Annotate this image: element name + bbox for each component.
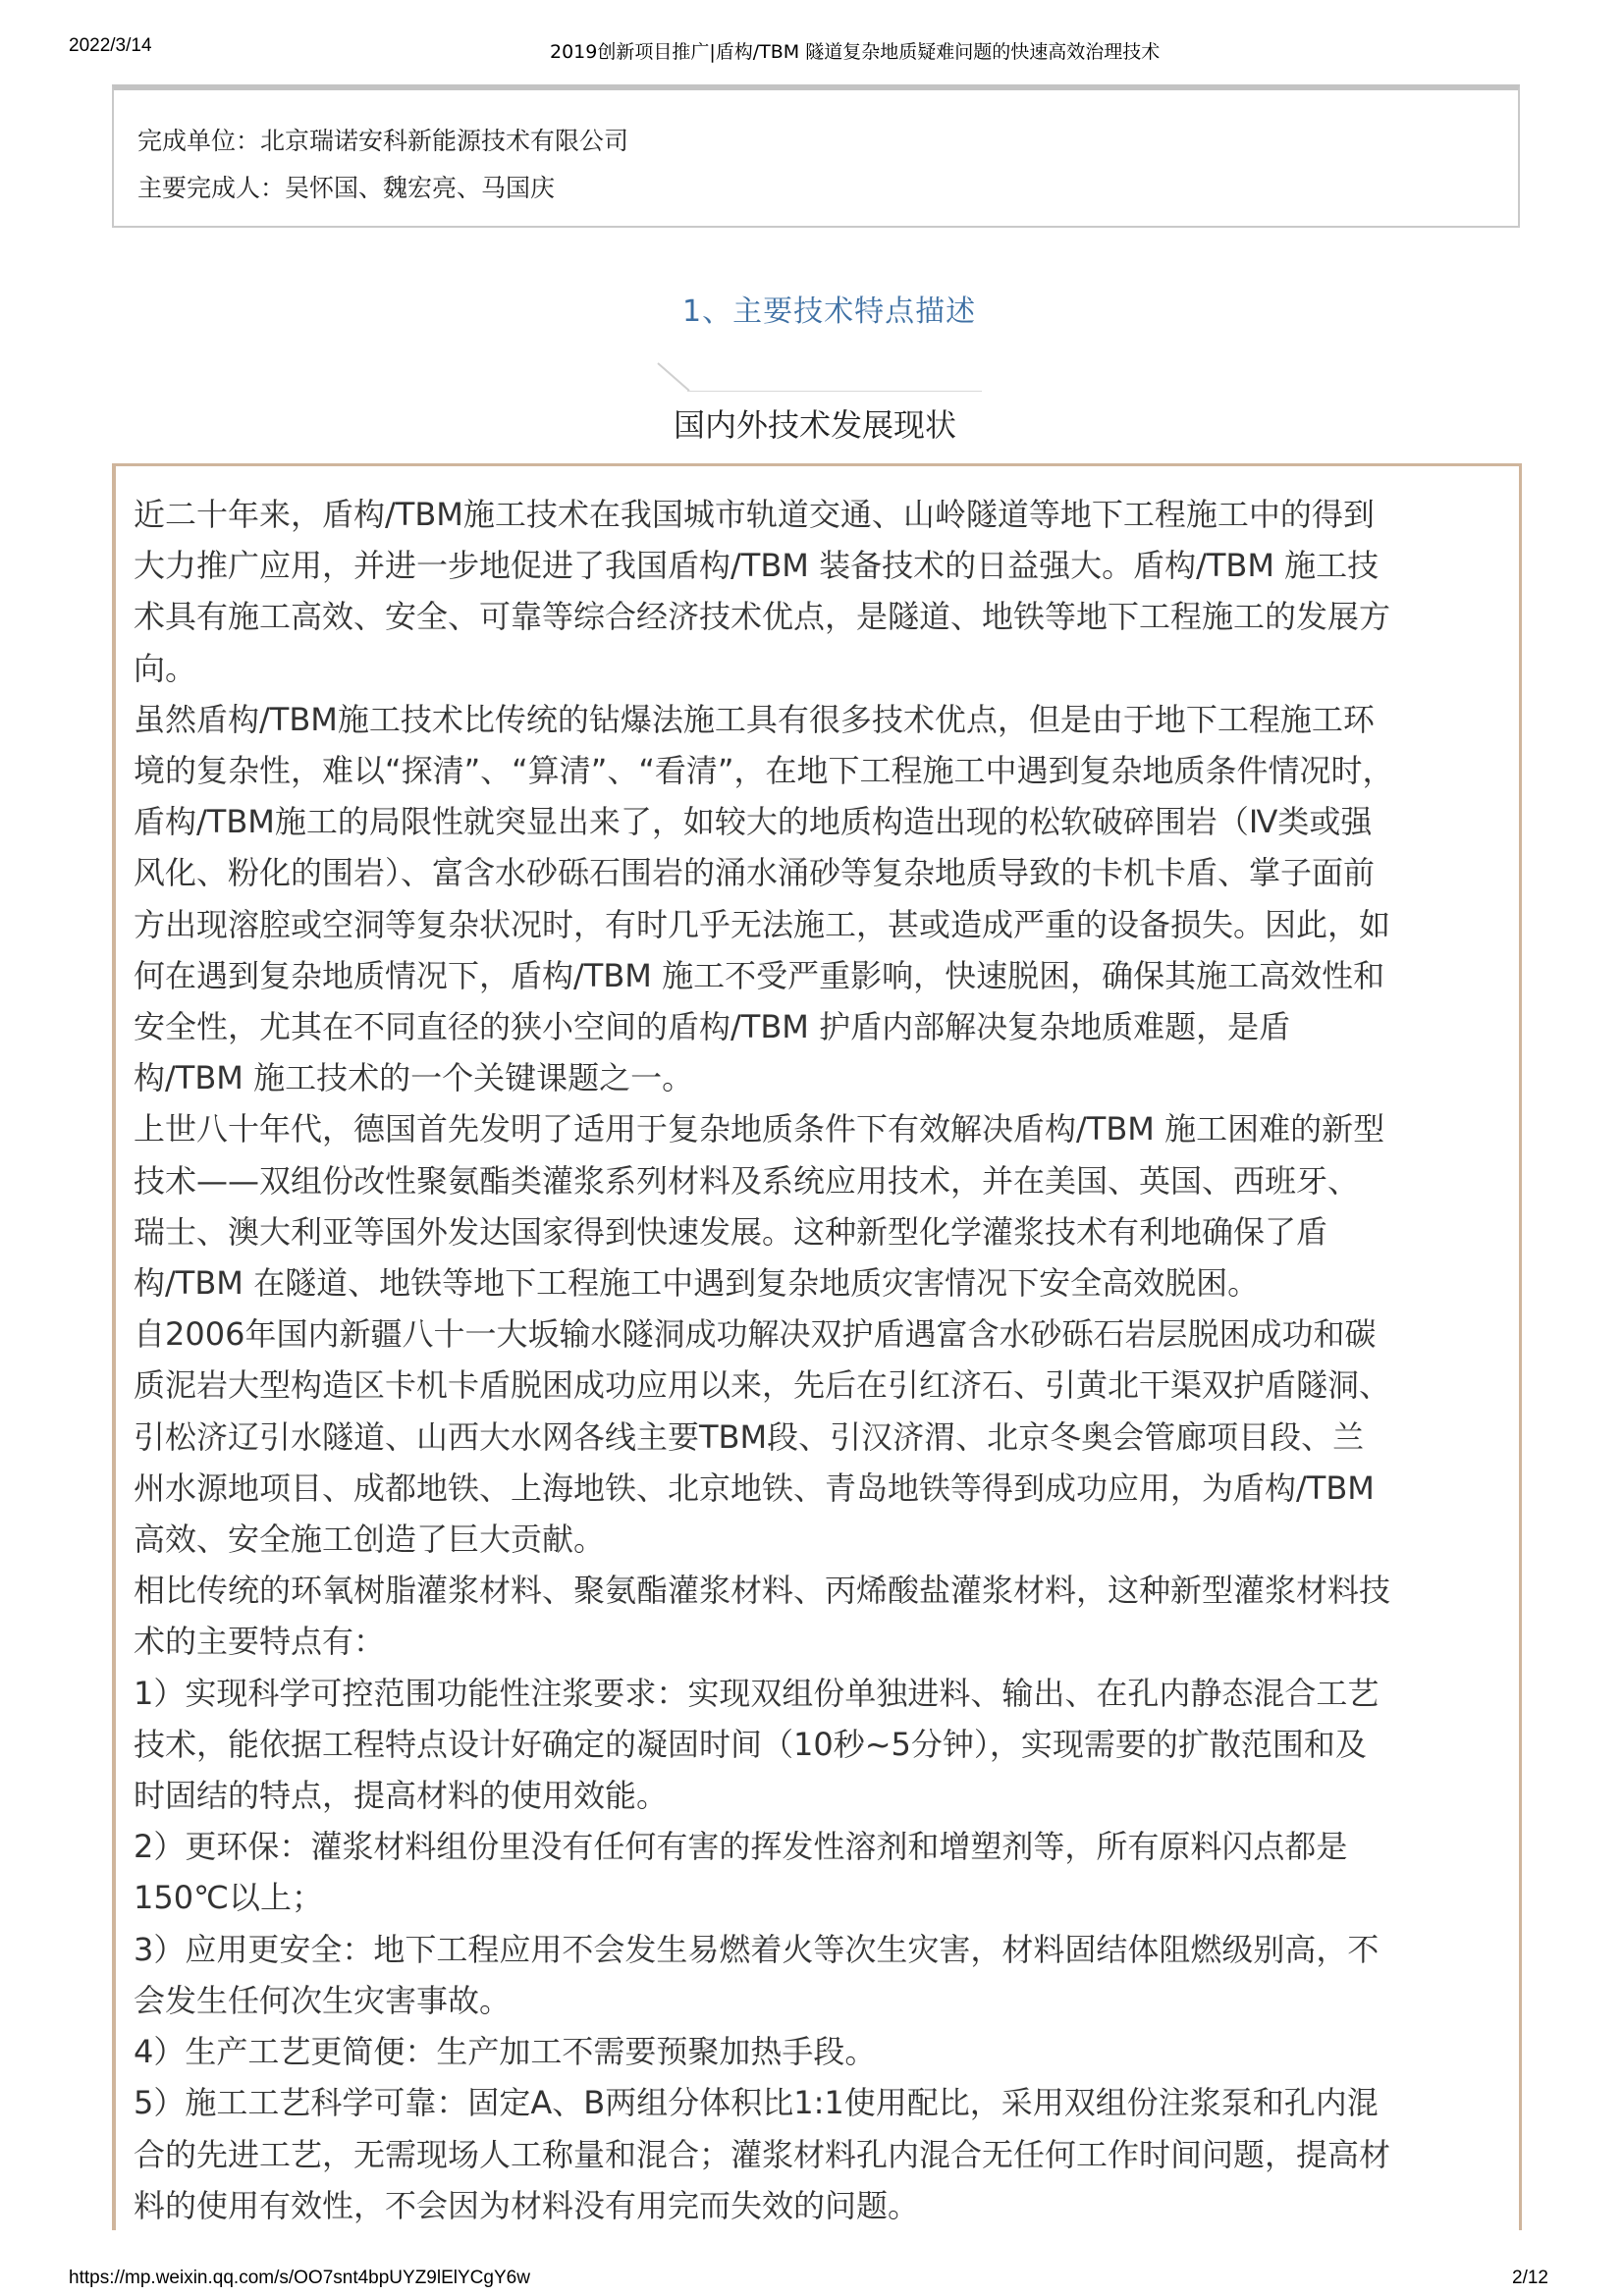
body-line: 150℃以上；	[134, 1879, 324, 1917]
body-line: 质泥岩大型构造区卡机卡盾脱困成功应用以来，先后在引红济石、引黄北干渠双护盾隧洞、	[134, 1366, 1391, 1405]
body-line: 2）更环保：灌浆材料组份里没有任何有害的挥发性溶剂和增塑剂等，所有原料闪点都是	[134, 1828, 1348, 1866]
body-line: 大力推广应用，并进一步地促进了我国盾构/TBM 装备技术的日益强大。盾构/TBM 施工技	[134, 547, 1380, 585]
body-line: 4）生产工艺更简便：生产加工不需要预聚加热手段。	[134, 2033, 877, 2071]
body-line: 合的先进工艺，无需现场人工称量和混合；灌浆材料孔内混合无任何工作时间问题，提高材	[134, 2135, 1391, 2173]
section-subtitle: 国内外技术发展现状	[674, 406, 957, 444]
body-line: 构/TBM 施工技术的一个关键课题之一。	[134, 1059, 694, 1097]
divider	[687, 391, 982, 392]
body-line: 方出现溶腔或空洞等复杂状况时，有时几乎无法施工，甚或造成严重的设备损失。因此，如	[134, 905, 1391, 943]
body-line: 引松济辽引水隧道、山西大水网各线主要TBM段、引汉济渭、北京冬奥会管廊项目段、兰	[134, 1417, 1365, 1456]
body-line: 风化、粉化的围岩）、富含水砂砾石围岩的涌水涌砂等复杂地质导致的卡机卡盾、掌子面前	[134, 854, 1376, 892]
print-date: 2022/3/14	[69, 35, 152, 56]
body-line: 高效、安全施工创造了巨大贡献。	[134, 1521, 606, 1559]
body-line: 境的复杂性，难以“探清”、“算清”、“看清”，在地下工程施工中遇到复杂地质条件情况时，	[134, 752, 1394, 790]
body-line: 自2006年国内新疆八十一大坂输水隧洞成功解决双护盾遇富含水砂砾石岩层脱困成功和碳	[134, 1315, 1377, 1354]
body-line: 术的主要特点有：	[134, 1623, 386, 1661]
body-line: 3）应用更安全：地下工程应用不会发生易燃着火等次生灾害，材料固结体阻燃级别高，不	[134, 1930, 1380, 1968]
body-line: 近二十年来，盾构/TBM施工技术在我国城市轨道交通、山岭隧道等地下工程施工中的得到	[134, 496, 1375, 533]
decorative-stroke	[656, 361, 695, 393]
body-line: 盾构/TBM施工的局限性就突显出来了，如较大的地质构造出现的松软破碎围岩（Ⅳ类或强	[134, 803, 1373, 841]
body-line: 安全性，尤其在不同直径的狭小空间的盾构/TBM 护盾内部解决复杂地质难题，是盾	[134, 1008, 1291, 1046]
body-line: 上世八十年代，德国首先发明了适用于复杂地质条件下有效解决盾构/TBM 施工困难的新型	[134, 1110, 1385, 1148]
body-line: 州水源地项目、成都地铁、上海地铁、北京地铁、青岛地铁等得到成功应用，为盾构/TBM	[134, 1468, 1375, 1507]
body-line: 术具有施工高效、安全、可靠等综合经济技术优点，是隧道、地铁等地下工程施工的发展方	[134, 598, 1391, 636]
body-line: 向。	[134, 649, 197, 687]
body-line: 相比传统的环氧树脂灌浆材料、聚氨酯灌浆材料、丙烯酸盐灌浆材料，这种新型灌浆材料技	[134, 1572, 1391, 1610]
body-line: 料的使用有效性，不会因为材料没有用完而失效的问题。	[134, 2186, 920, 2224]
body-line: 构/TBM 在隧道、地铁等地下工程施工中遇到复杂地质灾害情况下安全高效脱困。	[134, 1264, 1260, 1303]
body-text	[134, 489, 1508, 2231]
body-line: 技术——双组份改性聚氨酯类灌浆系列材料及系统应用技术，并在美国、英国、西班牙、	[134, 1161, 1360, 1200]
body-line: 5）施工工艺科学可靠：固定A、B两组分体积比1:1使用配比，采用双组份注浆泵和孔内混	[134, 2084, 1379, 2122]
body-line: 会发生任何次生灾害事故。	[134, 1981, 512, 2019]
body-line: 瑞士、澳大利亚等国外发达国家得到快速发展。这种新型化学灌浆技术有利地确保了盾	[134, 1212, 1328, 1251]
document-title: 2019创新项目推广|盾构/TBM 隧道复杂地质疑难问题的快速高效治理技术	[550, 41, 1161, 63]
body-line: 何在遇到复杂地质情况下，盾构/TBM 施工不受严重影响，快速脱困，确保其施工高效性和	[134, 956, 1385, 994]
body-line: 虽然盾构/TBM施工技术比传统的钻爆法施工具有很多技术优点，但是由于地下工程施工环	[134, 700, 1375, 738]
completion-unit: 完成单位：北京瑞诺安科新能源技术有限公司	[137, 127, 629, 155]
main-contributors: 主要完成人：吴怀国、魏宏亮、马国庆	[137, 174, 556, 202]
body-line: 时固结的特点，提高材料的使用效能。	[134, 1777, 669, 1815]
section-title: 1、主要技术特点描述	[682, 294, 977, 329]
page-number: 2/12	[1512, 2268, 1548, 2288]
body-line: 1）实现科学可控范围功能性注浆要求：实现双组份单独进料、输出、在孔内静态混合工艺	[134, 1674, 1380, 1712]
info-box	[112, 84, 1520, 228]
body-line: 技术，能依据工程特点设计好确定的凝固时间（10秒~5分钟），实现需要的扩散范围和及	[134, 1725, 1367, 1763]
source-url: https://mp.weixin.qq.com/s/OO7snt4bpUYZ9lElYCgY6w	[69, 2268, 530, 2288]
